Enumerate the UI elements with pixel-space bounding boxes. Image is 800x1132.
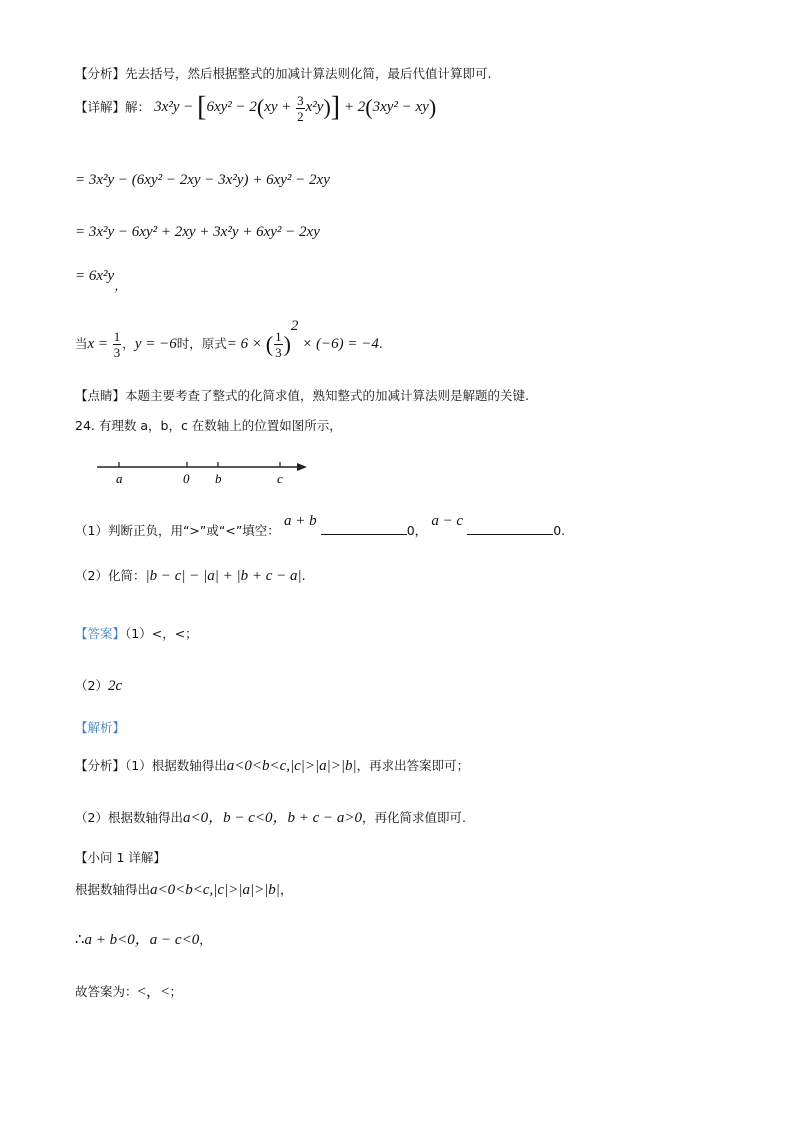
jiexi-tag: 【解析】 xyxy=(75,720,126,735)
analysis-line xyxy=(75,64,492,82)
analysis-2-line-1: 【分析】（1）根据数轴得出a<0<b<c,|c|>|a|>|b|，再求出答案即可； xyxy=(75,758,470,774)
number-line-figure xyxy=(95,455,315,489)
fraction-three-halves: $\frac{3}{2}$ xyxy=(297,92,304,124)
detail-line xyxy=(75,92,436,124)
step-line-3: = $6x^2y_,$ xyxy=(75,268,127,293)
step-line-2: = 3x²y − 6xy² + 2xy + 3x²y + 6xy² − 2xy xyxy=(75,224,320,240)
small-1-line-2: ∴a + b<0，a − c<0， xyxy=(75,932,212,948)
blank-2[interactable] xyxy=(467,520,553,535)
expression-original: 3x²y − [6xy² − 2(xy + $\frac{3}{2}$ x²y)] + 2(3xy² − xy) xyxy=(154,92,437,124)
axis-arrow-icon xyxy=(297,463,307,471)
detail-tag: 【详解】 xyxy=(75,99,126,115)
small-question-1-tag: 【小问 1 详解】 xyxy=(75,850,166,865)
comment-tag: 【点睛】 xyxy=(75,388,126,403)
part-2-line: （2）化简：|b − c| − |a| + |b + c − a|. xyxy=(75,568,306,584)
label-a: a xyxy=(116,471,123,486)
fraction-one-third-x: $\frac{1}{3}$ xyxy=(113,329,121,360)
label-0: 0 xyxy=(183,471,190,486)
step-line-1: = 3x²y − (6xy² − 2xy − 3x²y) + 6xy² − 2xy xyxy=(75,172,330,188)
label-c: c xyxy=(277,471,283,486)
analysis-text: 先去括号，然后根据整式的加减计算法则化简，最后代值计算即可. xyxy=(125,66,492,81)
small-1-line-3: 故答案为：<，<； xyxy=(75,984,182,1000)
answer-line-1: 【答案】（1）<，<； xyxy=(75,626,198,641)
question-24 xyxy=(75,416,342,434)
detail-label: 解： xyxy=(125,99,151,115)
analysis-tag: 【分析】 xyxy=(75,66,126,81)
small-1-line-1: 根据数轴得出a<0<b<c,|c|>|a|>|b|， xyxy=(75,882,293,898)
analysis-2-line-2: （2）根据数轴得出a<0，b − c<0，b + c − a>0，再化简求值即可. xyxy=(75,810,467,826)
blank-1[interactable] xyxy=(321,520,407,535)
answer-line-2: （2）2c xyxy=(75,678,123,694)
question-text: 有理数 a，b，c 在数轴上的位置如图所示， xyxy=(98,418,342,433)
fraction-one-third: $\frac{1}{3}$ xyxy=(275,329,282,360)
comment-text: 本题主要考查了整式的化简求值，熟知整式的加减计算法则是解题的关键. xyxy=(125,388,529,403)
label-b: b xyxy=(215,471,222,486)
part-1-line: （1）判断正负，用“>”或“<”填空： a + b 0， a − c 0. xyxy=(75,513,566,538)
answer-tag: 【答案】 xyxy=(75,626,126,641)
substitution-line: 当x = $\frac{1}{3}$ ，y = −6时，原式= 6 × ( $\frac{1}{3}$ )$^2$ × (−6) = −4. xyxy=(75,318,383,360)
comment-line xyxy=(75,386,529,404)
question-number: 24. xyxy=(75,418,95,433)
